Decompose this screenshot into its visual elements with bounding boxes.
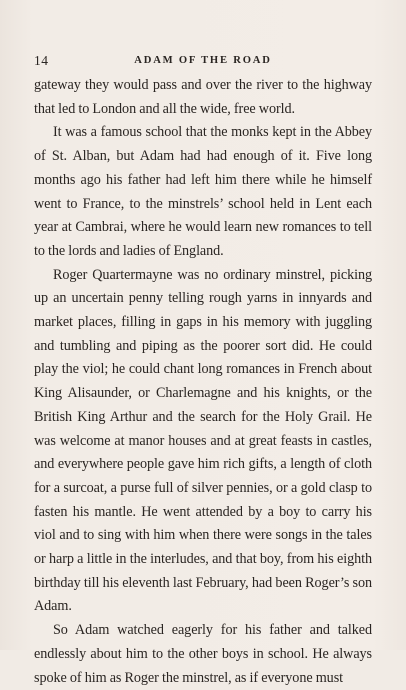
running-head: ADAM OF THE ROAD: [134, 55, 272, 66]
paragraph: So Adam watched eagerly for his father and talked endlessly about him to the other boys in school. He always spoke of him as Roger the minstrel, as if everyone must: [34, 622, 372, 686]
paragraph: It was a famous school that the monks kept in the Abbey of St. Alban, but Adam had had enough of it. Five long months ago his father had left him there while he himself went to France, to the minstrels’ school held in Lent each year at Cambrai, where he would learn new romances to tell to the lords and ladies of England.: [34, 124, 372, 259]
paragraph: Roger Quartermayne was no ordinary minstrel, picking up an uncertain penny telling rough yarns in innyards and market places, filling in gaps in his memory with juggling and tumbling and piping as the poorer sort did. He could play the viol; he could chant long romances in French about King Alisaunder, or Charlemagne and his knights, or the British King Arthur and the search for the Holy Grail. He was welcome at manor houses and at great feasts in castles, and everywhere people gave him rich gifts, a length of cloth for a surcoat, a purse full of silver pennies, or a gold clasp to fasten his mantle. He went attended by a boy to carry his viol and to sing with him when there were songs in the tales or harp a little in the interludes, and that boy, from his eighth birthday till his eleventh last February, had been Roger’s son Adam.: [34, 266, 372, 615]
body-text: [34, 74, 372, 690]
page-header: [34, 53, 372, 69]
page-number: 14: [34, 53, 49, 68]
paragraph-continued: gateway they would pass and over the river to the highway that led to London and all the wide, free world.: [34, 77, 372, 117]
